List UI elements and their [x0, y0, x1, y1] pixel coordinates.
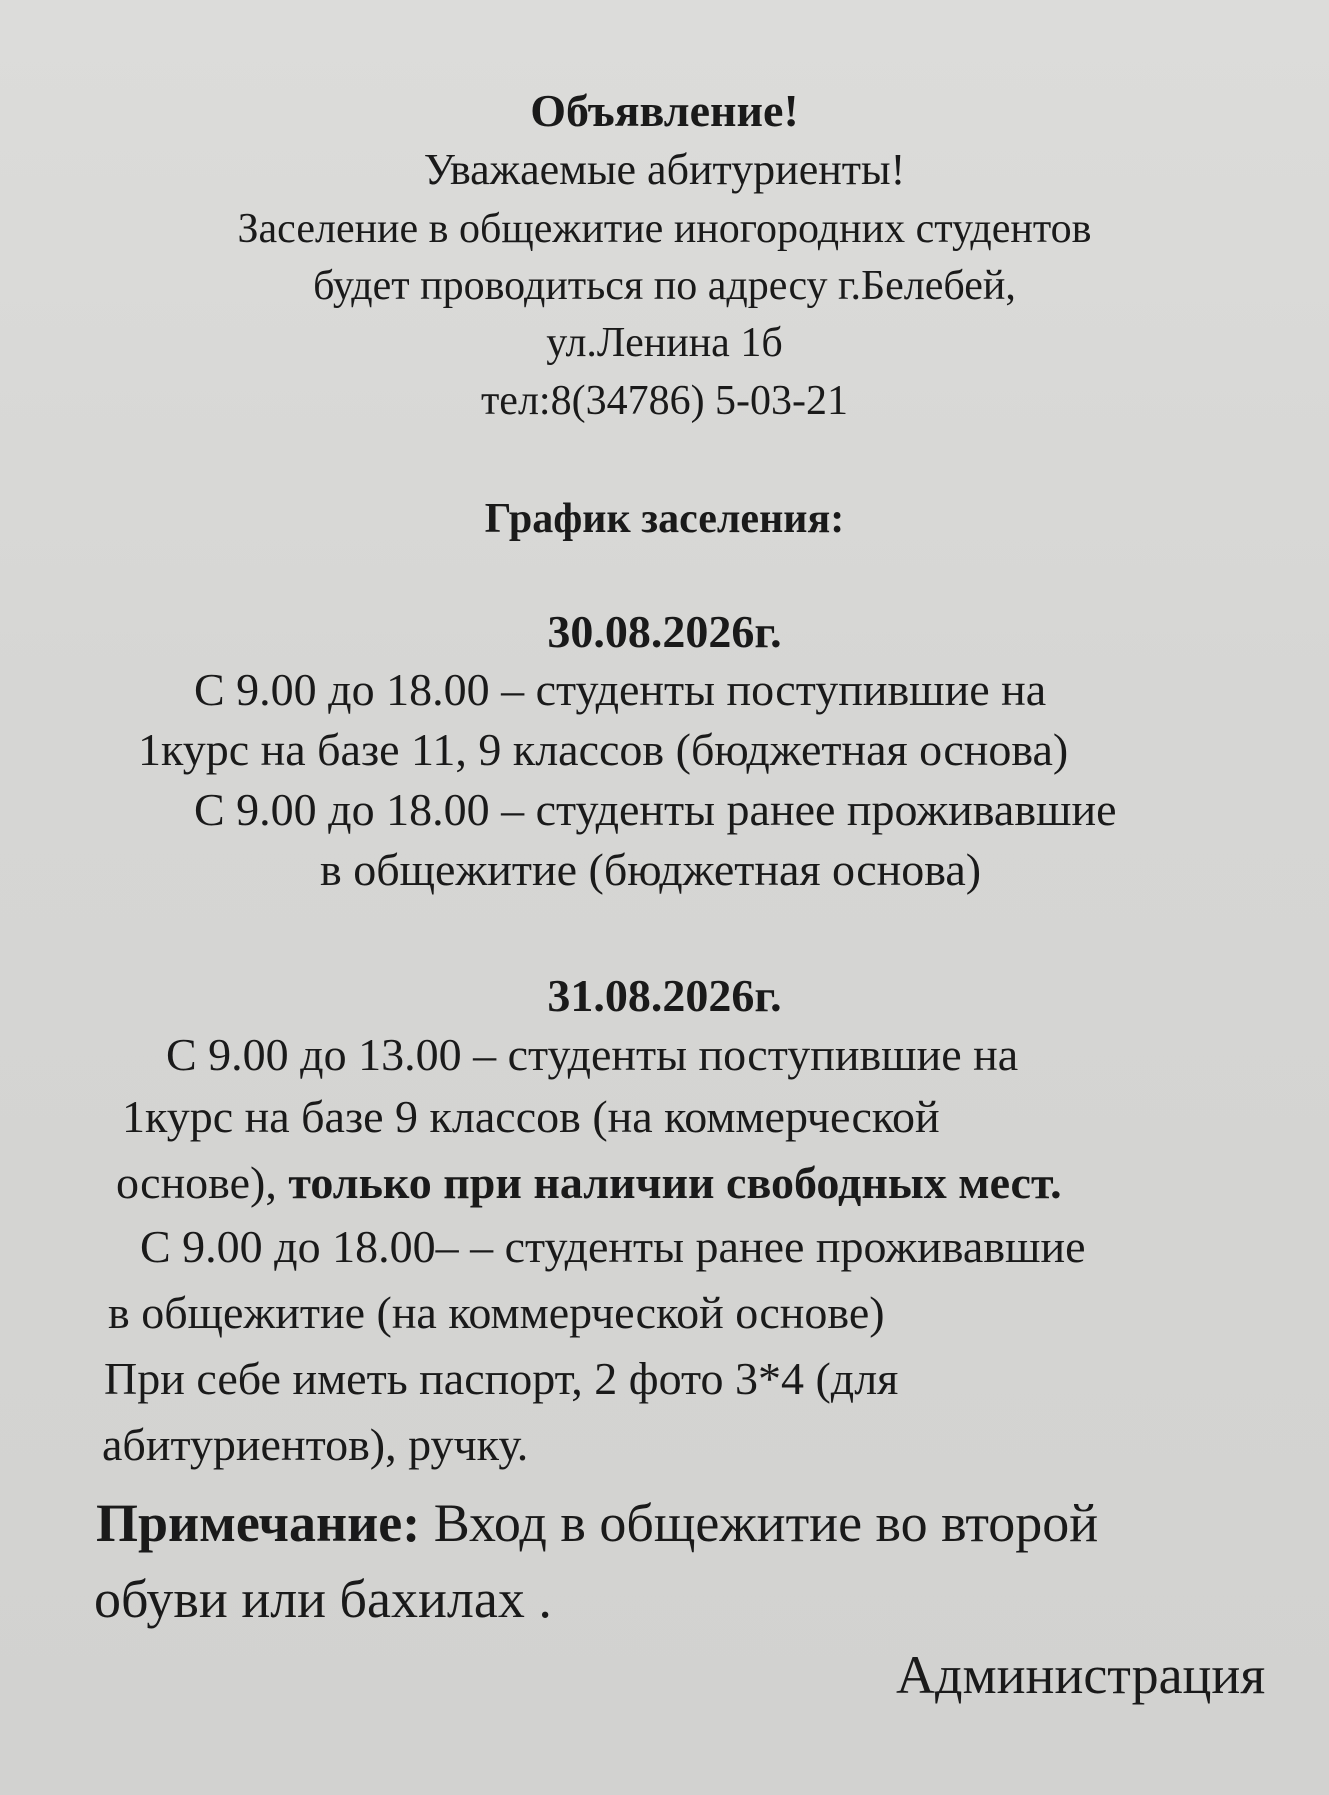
address: ул.Ленина 1б — [546, 320, 783, 366]
day2-line-5: в общежитие (на коммерческой основе) — [108, 1287, 885, 1338]
intro-line-1: Заселение в общежитие иногородних студентов — [237, 206, 1092, 252]
phone: тел:8(34786) 5-03-21 — [480, 378, 849, 424]
day1-line-2: 1курс на базе 11, 9 классов (бюджетная основа) — [138, 724, 1069, 775]
signature: Администрация — [896, 1645, 1266, 1705]
day1-line-3: С 9.00 до 18.00 – студенты ранее проживавшие — [194, 784, 1117, 835]
intro-line-2: будет проводиться по адресу г.Белебей, — [313, 263, 1016, 309]
day1-line-1: С 9.00 до 18.00 – студенты поступившие на — [194, 664, 1047, 715]
day1-line-4: в общежитие (бюджетная основа) — [320, 844, 982, 895]
bring-line-1: При себе иметь паспорт, 2 фото 3*4 (для — [104, 1353, 899, 1404]
day1-date: 30.08.2026г. — [547, 606, 782, 657]
day2-line-2: 1курс на базе 9 классов (на коммерческой — [122, 1091, 940, 1142]
greeting: Уважаемые абитуриенты! — [423, 145, 906, 194]
note-label: Примечание: — [96, 1493, 421, 1553]
bring-line-2: абитуриентов), ручку. — [102, 1419, 529, 1470]
day2-line-3 — [116, 1157, 1062, 1208]
day2-line-3-normal: основе), — [116, 1157, 289, 1208]
note-text: Вход в общежитие во второй — [420, 1493, 1099, 1553]
schedule-title: График заселения: — [484, 496, 845, 542]
day2-line-4: С 9.00 до 18.00– – студенты ранее проживавшие — [140, 1221, 1086, 1272]
day2-line-1: С 9.00 до 13.00 – студенты поступившие на — [166, 1029, 1019, 1080]
note-line-1 — [96, 1493, 1099, 1553]
day2-line-3-bold: только при наличии свободных мест. — [288, 1157, 1062, 1208]
note-line-2: обуви или бахилах . — [94, 1569, 552, 1629]
day2-date: 31.08.2026г. — [547, 970, 782, 1021]
notice-title: Объявление! — [530, 85, 799, 136]
